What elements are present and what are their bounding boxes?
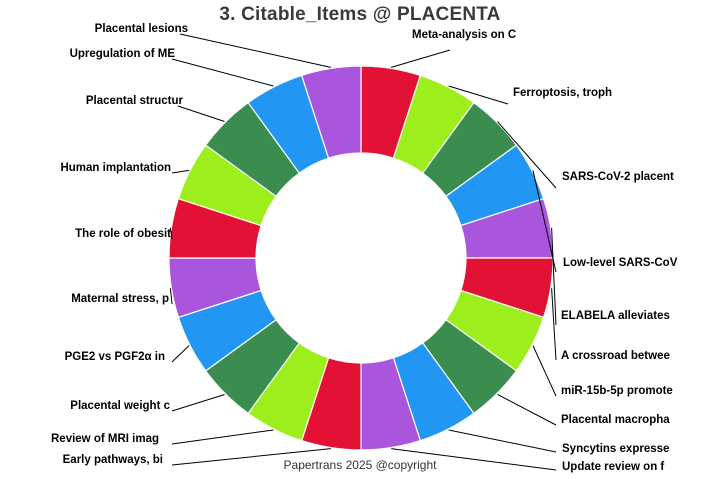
leader-line <box>552 288 556 360</box>
chart-title: 3. Citable_Items @ PLACENTA <box>219 4 501 25</box>
slice-label: The role of obesit <box>75 228 171 240</box>
slice-label: A crossroad betwee <box>561 350 670 362</box>
slice-label: Placental structur <box>85 95 183 107</box>
slice-label: Maternal stress, p <box>71 293 169 305</box>
leader-line <box>172 430 273 444</box>
slice-label: Ferroptosis, troph <box>513 87 613 99</box>
slice-label: ELABELA alleviates <box>561 310 670 322</box>
slice-label: Human implantation <box>60 162 171 174</box>
leader-line <box>172 346 189 362</box>
slice-label: Placental macropha <box>561 414 670 426</box>
leader-line <box>172 394 225 411</box>
slice-label: Early pathways, bi <box>62 454 163 466</box>
leader-line <box>172 170 189 173</box>
slice-label: PGE2 vs PGF2α in <box>64 351 165 363</box>
slice-label: Syncytins expresse <box>562 443 670 455</box>
leader-line <box>497 394 556 425</box>
leader-line <box>533 346 556 396</box>
leader-line <box>391 50 450 67</box>
slice-label: SARS-CoV-2 placent <box>562 171 674 183</box>
slice-label: Placental weight c <box>70 400 170 412</box>
slice-label: Meta-analysis on C <box>412 29 517 41</box>
slice-label: Review of MRI imag <box>51 433 159 445</box>
slice-label: Low-level SARS-CoV <box>563 257 678 269</box>
donut-slice-group <box>169 66 553 450</box>
copyright-note: Papertrans 2025 @copyright <box>283 458 437 472</box>
leader-line <box>180 34 331 67</box>
leader-line <box>172 59 273 86</box>
leader-line <box>449 430 556 452</box>
slice-label: miR-15b-5p promote <box>561 385 673 397</box>
slice-label: Upregulation of ME <box>69 48 175 60</box>
leader-line <box>178 106 225 122</box>
slice-label: Placental lesions <box>94 23 188 35</box>
slice-label: Update review on f <box>562 461 665 473</box>
